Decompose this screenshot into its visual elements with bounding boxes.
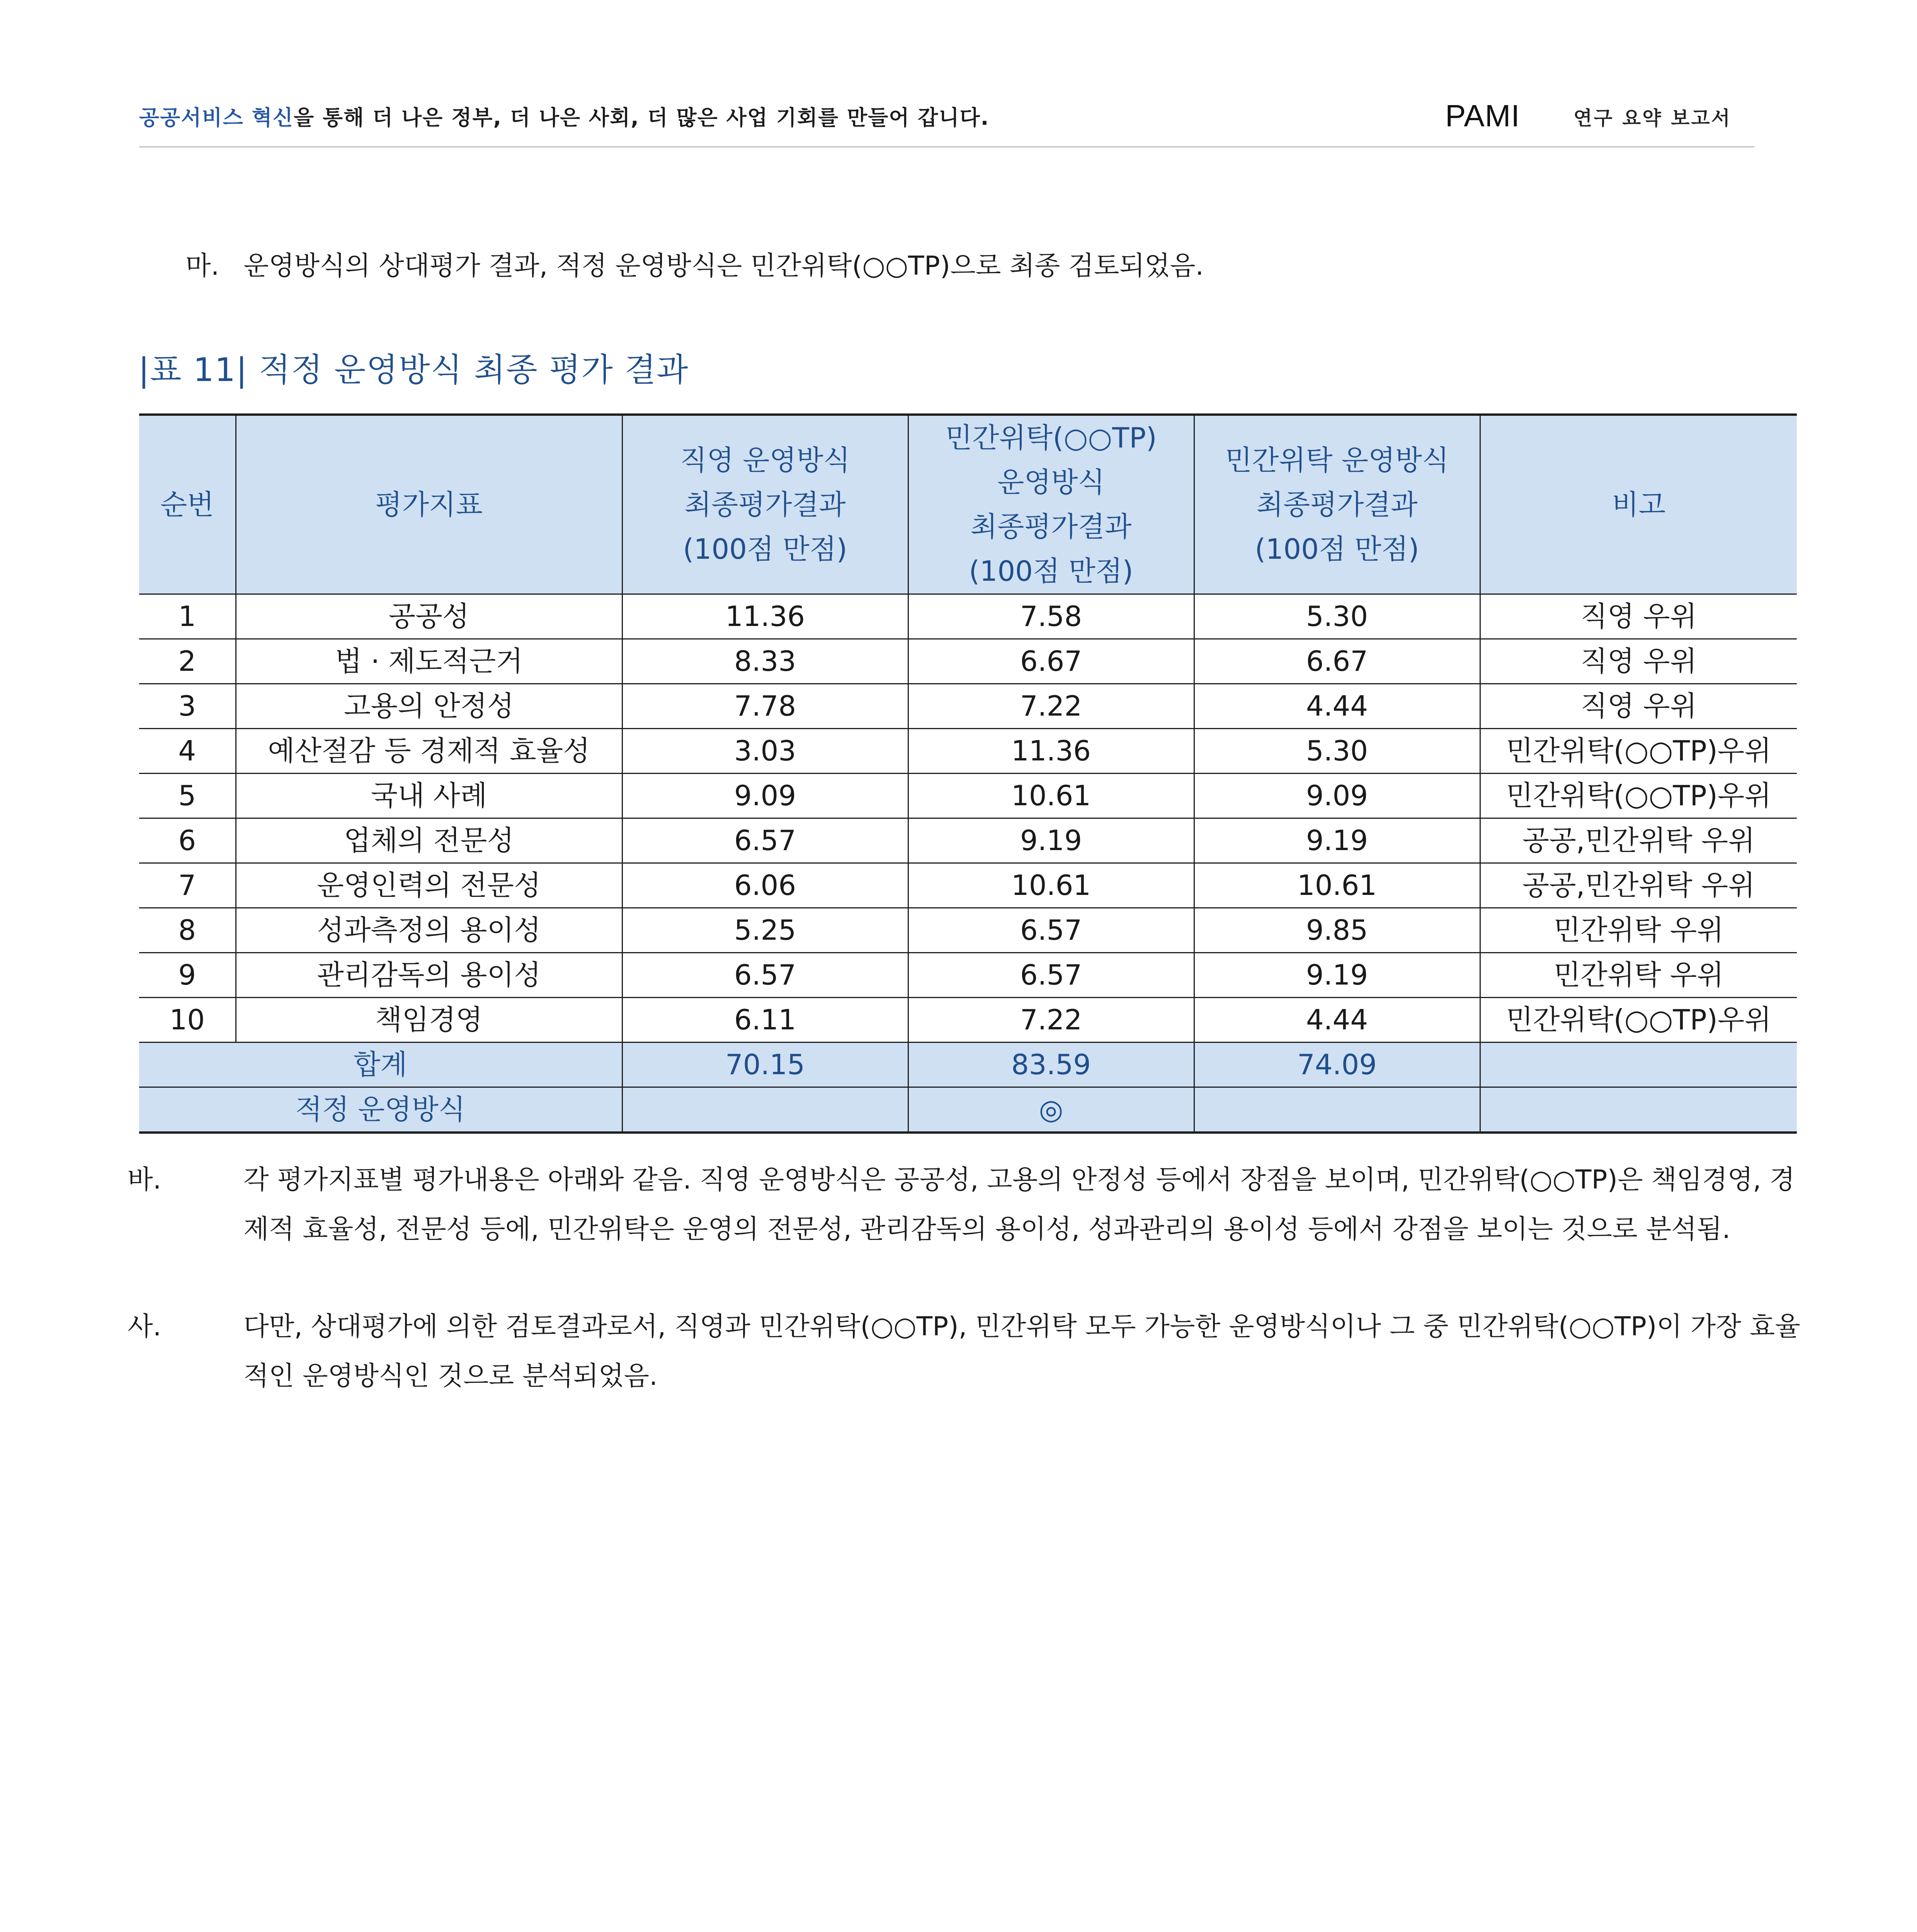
paragraph-ma (185, 242, 1731, 291)
table-header-cell: 민간위탁 운영방식 최종평가결과 (100점 만점) (1194, 415, 1480, 594)
table-cell: 민간위탁 우위 (1480, 953, 1797, 998)
paragraph-body (128, 1302, 1816, 1401)
table-caption-prefix: |표 11| (138, 351, 248, 389)
total-private: 74.09 (1194, 1043, 1480, 1087)
paragraph-ba (128, 1155, 1816, 1254)
header-divider (139, 146, 1754, 148)
header-brand: PAMI (1445, 99, 1520, 133)
table-row (139, 684, 1797, 729)
optimal-mark: ◎ (908, 1087, 1194, 1133)
table-cell: 8 (139, 908, 236, 953)
table-cell: 11.36 (622, 594, 908, 639)
header-doctype: 연구 요약 보고서 (1573, 107, 1732, 129)
table-row (139, 908, 1797, 953)
header-slogan (139, 101, 989, 131)
table-cell: 예산절감 등 경제적 효율성 (236, 729, 622, 774)
paragraph-marker: 사. (128, 1311, 162, 1342)
table-cell: 6.11 (622, 998, 908, 1043)
table-cell: 9.19 (1194, 818, 1480, 863)
optimal-direct (622, 1087, 908, 1133)
table-cell: 직영 우위 (1480, 594, 1797, 639)
table-cell: 고용의 안정성 (236, 684, 622, 729)
page-header (139, 101, 1754, 131)
table-cell: 8.33 (622, 639, 908, 684)
paragraph-sa (128, 1302, 1816, 1401)
table-cell: 직영 우위 (1480, 639, 1797, 684)
table-cell: 5 (139, 774, 236, 818)
table-total-row (139, 1043, 1797, 1087)
table-cell: 공공성 (236, 594, 622, 639)
table-cell: 공공,민간위탁 우위 (1480, 863, 1797, 908)
table-cell: 직영 우위 (1480, 684, 1797, 729)
table-cell: 국내 사례 (236, 774, 622, 818)
table-cell: 9.09 (622, 774, 908, 818)
table-row (139, 774, 1797, 818)
table-cell: 6.06 (622, 863, 908, 908)
table-cell: 7.22 (908, 998, 1194, 1043)
table-cell: 4.44 (1194, 998, 1480, 1043)
table-cell: 책임경영 (236, 998, 622, 1043)
table-row (139, 818, 1797, 863)
paragraph-text: 다만, 상대평가에 의한 검토결과로서, 직영과 민간위탁(○○TP), 민간위탁 모두 가능한 운영방식이나 그 중 민간위탁(○○TP)이 가장 효율적인 운영방식인 것으로 분석되었음. (243, 1311, 1801, 1391)
table-cell: 7 (139, 863, 236, 908)
paragraph-text: 각 평가지표별 평가내용은 아래와 같음. 직영 운영방식은 공공성, 고용의 안정성 등에서 장점을 보이며, 민간위탁(○○TP)은 책임경영, 경제적 효율성, 전문성 등에, 민간위탁은 운영의 전문성, 관리감독의 용이성, 성과관리의 용이성 등에서 강점을 보이는 것으로 분석됨. (243, 1165, 1795, 1245)
total-ootp: 83.59 (908, 1043, 1194, 1087)
total-direct: 70.15 (622, 1043, 908, 1087)
optimal-note (1480, 1087, 1797, 1133)
total-label: 합계 (139, 1043, 622, 1087)
table-cell: 11.36 (908, 729, 1194, 774)
table-cell: 공공,민간위탁 우위 (1480, 818, 1797, 863)
table-cell: 7.58 (908, 594, 1194, 639)
table-cell: 6.57 (908, 953, 1194, 998)
table-cell: 6.57 (622, 953, 908, 998)
evaluation-table (139, 413, 1797, 1134)
paragraph-text: 운영방식의 상대평가 결과, 적정 운영방식은 민간위탁(○○TP)으로 최종 검토되었음. (243, 251, 1204, 281)
table-cell: 10.61 (1194, 863, 1480, 908)
table-cell: 9.19 (1194, 953, 1480, 998)
table-cell: 9.09 (1194, 774, 1480, 818)
table-cell: 관리감독의 용이성 (236, 953, 622, 998)
optimal-private (1194, 1087, 1480, 1133)
table-caption-title: 적정 운영방식 최종 평가 결과 (259, 351, 689, 389)
table-cell: 업체의 전문성 (236, 818, 622, 863)
total-note (1480, 1043, 1797, 1087)
optimal-label: 적정 운영방식 (139, 1087, 622, 1133)
table-cell: 3 (139, 684, 236, 729)
table-cell: 6.67 (908, 639, 1194, 684)
table-cell: 4 (139, 729, 236, 774)
table-cell: 2 (139, 639, 236, 684)
table-cell: 7.22 (908, 684, 1194, 729)
table-cell: 6 (139, 818, 236, 863)
table-cell: 7.78 (622, 684, 908, 729)
table-row (139, 729, 1797, 774)
table-cell: 운영인력의 전문성 (236, 863, 622, 908)
table-header-cell: 민간위탁(○○TP) 운영방식 최종평가결과 (100점 만점) (908, 415, 1194, 594)
table-row (139, 863, 1797, 908)
table-cell: 5.30 (1194, 594, 1480, 639)
table-header-row (139, 415, 1797, 594)
table-cell: 6.57 (908, 908, 1194, 953)
table-cell: 6.67 (1194, 639, 1480, 684)
table-header-cell: 순번 (139, 415, 236, 594)
table-row (139, 639, 1797, 684)
table-cell: 9.85 (1194, 908, 1480, 953)
table-cell: 민간위탁(○○TP)우위 (1480, 729, 1797, 774)
table-caption (138, 344, 689, 391)
table-header-cell: 직영 운영방식 최종평가결과 (100점 만점) (622, 415, 908, 594)
table-body (139, 594, 1797, 1133)
paragraph-marker: 마. (185, 251, 219, 281)
table-optimal-row (139, 1087, 1797, 1133)
table-cell: 민간위탁 우위 (1480, 908, 1797, 953)
table-cell: 6.57 (622, 818, 908, 863)
slogan-rest: 을 통해 더 나은 정부, 더 나은 사회, 더 많은 사업 기회를 만들어 갑니다. (293, 105, 990, 130)
table-header-cell: 비고 (1480, 415, 1797, 594)
table-cell: 9.19 (908, 818, 1194, 863)
table-cell: 5.25 (622, 908, 908, 953)
paragraph-marker: 바. (128, 1165, 162, 1195)
table-cell: 4.44 (1194, 684, 1480, 729)
table-cell: 법 · 제도적근거 (236, 639, 622, 684)
table-cell: 10.61 (908, 774, 1194, 818)
table-cell: 10.61 (908, 863, 1194, 908)
table-row (139, 998, 1797, 1043)
table-cell: 3.03 (622, 729, 908, 774)
table-cell: 민간위탁(○○TP)우위 (1480, 774, 1797, 818)
table-cell: 1 (139, 594, 236, 639)
table-cell: 민간위탁(○○TP)우위 (1480, 998, 1797, 1043)
table-cell: 성과측정의 용이성 (236, 908, 622, 953)
slogan-highlight: 공공서비스 혁신 (139, 105, 294, 130)
paragraph-body (128, 1155, 1816, 1254)
table-row (139, 953, 1797, 998)
table-row (139, 594, 1797, 639)
table-cell: 10 (139, 998, 236, 1043)
table-cell: 9 (139, 953, 236, 998)
table-cell: 5.30 (1194, 729, 1480, 774)
table-header-cell: 평가지표 (236, 415, 622, 594)
